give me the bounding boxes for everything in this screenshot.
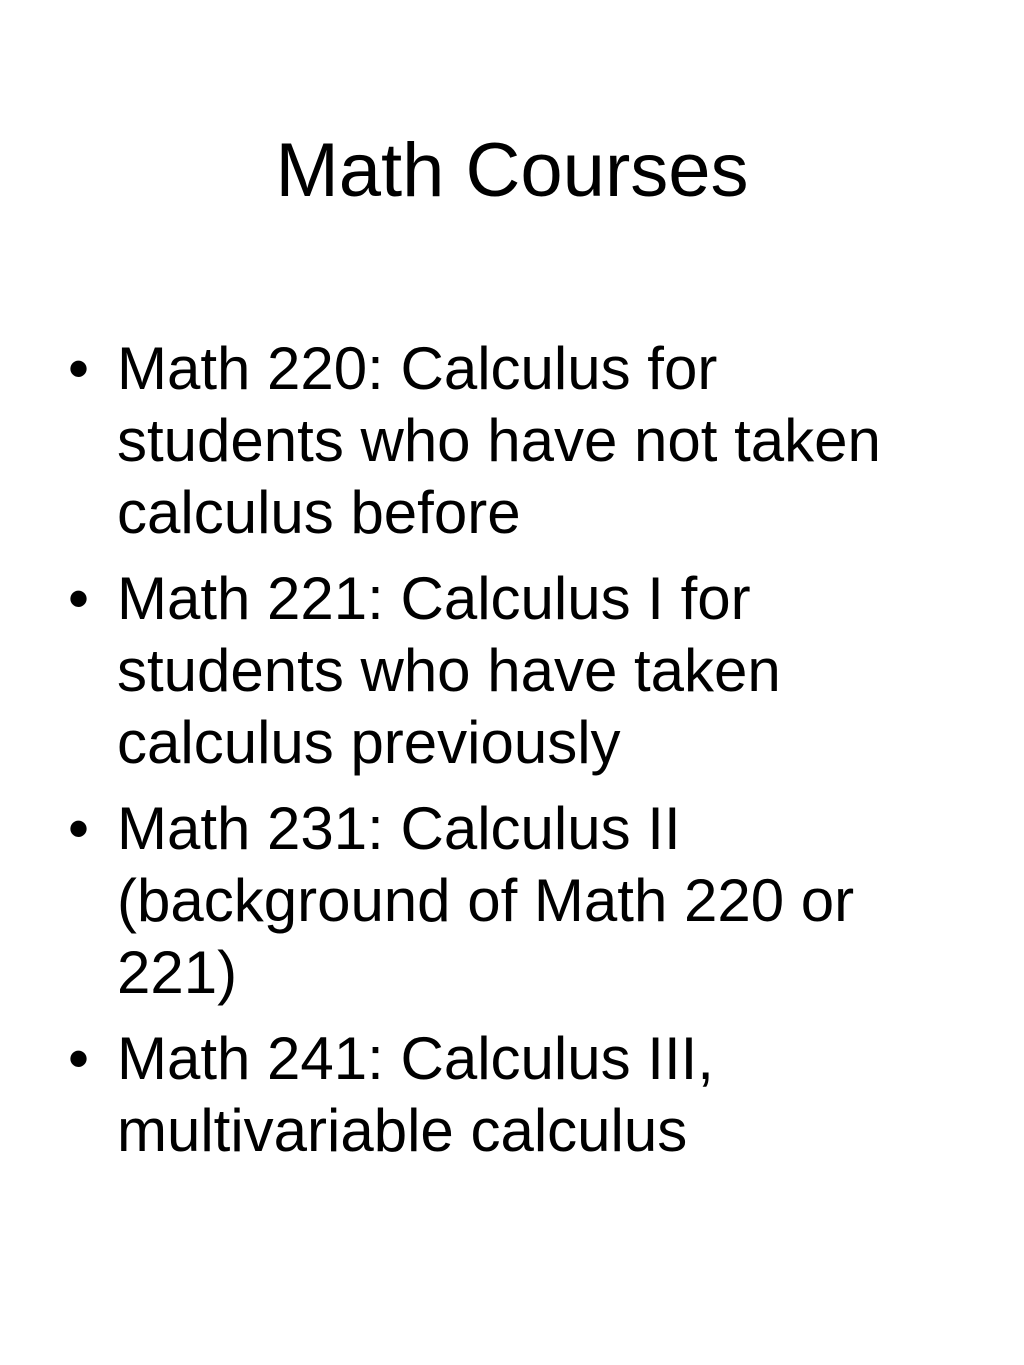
bullet-icon: • xyxy=(68,335,90,402)
bullet-text: Math 241: Calculus III, multivariable calculus xyxy=(117,1025,714,1164)
bullet-item-math-231 xyxy=(60,793,960,1009)
bullet-item-math-220 xyxy=(60,333,960,549)
bullet-list xyxy=(60,333,960,1181)
bullet-text: Math 221: Calculus I for students who have taken calculus previously xyxy=(117,565,781,776)
bullet-item-math-241 xyxy=(60,1023,960,1167)
bullet-icon: • xyxy=(68,1025,90,1092)
bullet-icon: • xyxy=(68,795,90,862)
slide-title: Math Courses xyxy=(275,128,749,213)
bullet-text: Math 231: Calculus II (background of Math 220 or 221) xyxy=(117,795,855,1006)
bullet-item-math-221 xyxy=(60,563,960,779)
bullet-icon: • xyxy=(68,565,90,632)
bullet-text: Math 220: Calculus for students who have not taken calculus before xyxy=(117,335,881,546)
